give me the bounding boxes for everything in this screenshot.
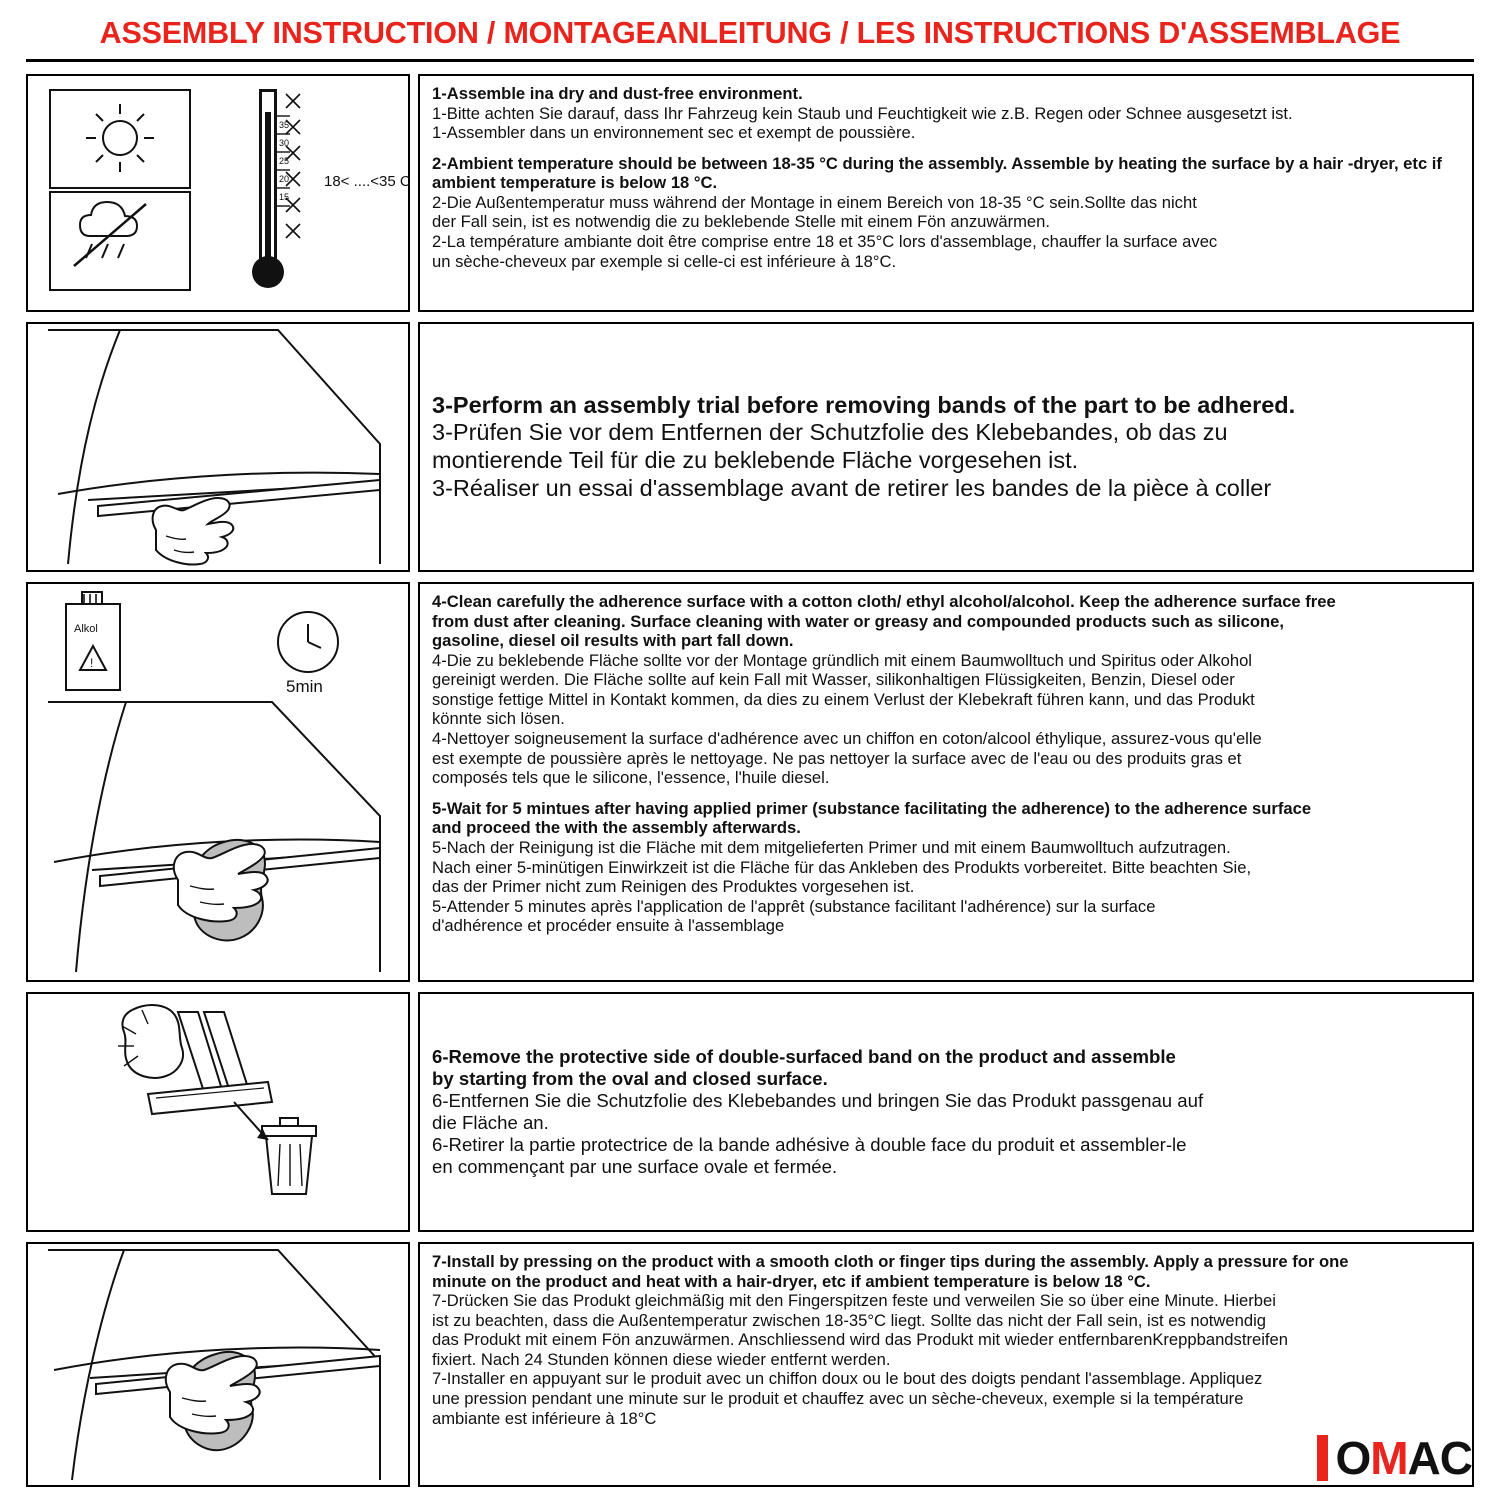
step-5-en-1: 5-Wait for 5 mintues after having applied primer (substance facilitating the adherence) to the adherence surface: [432, 798, 1312, 818]
logo-bar: [1317, 1435, 1328, 1481]
step-5-en-2: and proceed the with the assembly afterwards.: [432, 818, 801, 838]
step-row-6: [26, 992, 1474, 1232]
step-2-en: 2-Ambient temperature should be between 18-35 °C during the assembly. Assemble by heating the surface by a hair -dryer, etc if ambient temperature is below 18 °C.: [432, 153, 1442, 193]
step-text-7: [418, 1242, 1474, 1487]
step-6-en-2: by starting from the oval and closed surface.: [432, 1068, 828, 1090]
step-5-de-2: Nach einer 5-minütigen Einwirkzeit ist die Fläche für das Ankleben des Produkts vorbereitet. Bitte beachten Sie,: [432, 857, 1252, 877]
logo-letter-m: M: [1370, 1432, 1408, 1484]
step-7-en-1: 7-Install by pressing on the product with a smooth cloth or finger tips during the assembly. Apply a pressure for one: [432, 1252, 1349, 1271]
step-1-de: 1-Bitte achten Sie darauf, dass Ihr Fahrzeug kein Staub und Feuchtigkeit wie z.B. Regen oder Schnee ausgesetzt ist.: [432, 103, 1293, 123]
step-row-1: [26, 74, 1474, 312]
step-6-en-1: 6-Remove the protective side of double-surfaced band on the product and assemble: [432, 1046, 1176, 1068]
step-2-fr-2: un sèche-cheveux par exemple si celle-ci est inférieure à 18°C.: [432, 251, 897, 271]
step-2-fr-1: 2-La température ambiante doit être comprise entre 18 et 35°C lors d'assemblage, chauffer la surface avec: [432, 232, 1218, 252]
step-3-fr: 3-Réaliser un essai d'assemblage avant de retirer les bandes de la pièce à coller: [432, 474, 1272, 501]
omac-logo: [1317, 1430, 1472, 1486]
step-3-en: 3-Perform an assembly trial before removing bands of the part to be adhered.: [432, 391, 1296, 418]
step-5-fr-1: 5-Attender 5 minutes après l'application de l'apprêt (substance facilitant l'adhérence) sur la surface: [432, 896, 1156, 916]
svg-text:35: 35: [279, 120, 290, 130]
temperature-range-label: 18< ....<35 C: [324, 173, 411, 190]
svg-text:30: 30: [279, 138, 290, 148]
step-7-de-4: fixiert. Nach 24 Stunden können diese wieder entfernt werden.: [432, 1349, 891, 1369]
step-4-de-4: könnte sich lösen.: [432, 709, 565, 729]
step-5-fr-2: d'adhérence et procéder ensuite à l'assemblage: [432, 916, 785, 936]
step-row-4-5: [26, 582, 1474, 982]
cleaning-drawing: [28, 584, 412, 980]
step-6-fr-1: 6-Retirer la partie protectrice de la bande adhésive à double face du produit et assembler-le: [432, 1133, 1187, 1155]
press-product-drawing: [28, 1244, 412, 1485]
step-5-de-3: das der Primer nicht zum Reinigen des Produktes vorgesehen ist.: [432, 877, 915, 897]
step-6-de-2: die Fläche an.: [432, 1112, 549, 1133]
step-7-de-2: ist zu beachten, dass die Außentemperatur zwischen 18-35°C liegt. Sollte das nicht der Fall sein, ist es notwendig: [432, 1310, 1267, 1330]
svg-text:20: 20: [279, 174, 290, 184]
alcohol-bottle-label: Alkol: [74, 623, 98, 635]
step-7-de-3: das Produkt mit einem Fön anzuwärmen. Anschliessend wird das Produkt mit wieder entfernbarenKreppbandstreifen: [432, 1330, 1288, 1350]
logo-letter-o: O: [1335, 1432, 1371, 1484]
page-title: ASSEMBLY INSTRUCTION / MONTAGEANLEITUNG / LES INSTRUCTIONS D'ASSEMBLAGE: [99, 16, 1401, 50]
step-4-en-1: 4-Clean carefully the adherence surface with a cotton cloth/ ethyl alcohol/alcohol. Keep the adherence surface free: [432, 592, 1336, 611]
step-4-fr-3: composés tels que le silicone, l'essence, l'huile diesel.: [432, 768, 830, 788]
step-6-fr-2: en commençant par une surface ovale et fermée.: [432, 1155, 838, 1177]
step-4-fr-2: est exempte de poussière après le nettoyage. Ne pas nettoyer la surface avec de l'eau ou des produits gras et: [432, 748, 1242, 768]
svg-text:!: !: [90, 656, 94, 670]
step-7-en-2: minute on the product and heat with a hair-dryer, etc if ambient temperature is below 18 °C.: [432, 1271, 1151, 1291]
illustration-press-product: [26, 1242, 410, 1487]
remove-liner-drawing: [28, 994, 412, 1230]
step-text-4-5: [418, 582, 1474, 982]
step-6-de-1: 6-Entfernen Sie die Schutzfolie des Klebebandes und bringen Sie das Produkt passgenau auf: [432, 1090, 1204, 1112]
step-4-de-1: 4-Die zu beklebende Fläche sollte vor der Montage gründlich mit einem Baumwolltuch und Spiritus oder Alkohol: [432, 650, 1252, 670]
step-5-de-1: 5-Nach der Reinigung ist die Fläche mit dem mitgelieferten Primer und mit einem Baumwolltuch aufzutragen.: [432, 837, 1231, 857]
env-temp-drawing: [28, 76, 412, 310]
step-text-3: [418, 322, 1474, 572]
step-4-en-2: from dust after cleaning. Surface cleaning with water or greasy and compounded products such as silicone,: [432, 611, 1285, 631]
step-row-3: [26, 322, 1474, 572]
illustration-cleaning: [26, 582, 410, 982]
step-text-1-2: [418, 74, 1474, 312]
title-divider: [26, 59, 1474, 62]
step-row-7: [26, 1242, 1474, 1487]
svg-text:25: 25: [279, 156, 290, 166]
logo-letters-ac: AC: [1407, 1432, 1472, 1484]
illustration-remove-liner: [26, 992, 410, 1232]
step-7-fr-3: ambiante est inférieure à 18°C: [432, 1408, 657, 1428]
step-4-en-3: gasoline, diesel oil results with part fall down.: [432, 631, 794, 651]
step-4-fr-1: 4-Nettoyer soigneusement la surface d'adhérence avec un chiffon en coton/alcool éthylique, assurez-vous qu'elle: [432, 729, 1262, 749]
svg-text:15: 15: [279, 192, 290, 202]
step-1-en: 1-Assemble ina dry and dust-free environment.: [432, 84, 803, 103]
logo-wordmark: [1335, 1432, 1472, 1484]
step-3-de-2: montierende Teil für die zu beklebende Fläche vorgesehen ist.: [432, 447, 1079, 473]
illustration-trial-fit: [26, 322, 410, 572]
step-7-fr-1: 7-Installer en appuyant sur le produit avec un chiffon doux ou le bout des doigts pendant l'assemblage. Appliquez: [432, 1369, 1263, 1389]
step-2-de-2: der Fall sein, ist es notwendig die zu beklebende Stelle mit einem Fön anzuwärmen.: [432, 212, 1050, 232]
step-2-de-1: 2-Die Außentemperatur muss während der Montage in einem Bereich von 18-35 °C sein.Sollte das nicht: [432, 192, 1197, 212]
step-text-6: [418, 992, 1474, 1232]
step-3-de-1: 3-Prüfen Sie vor dem Entfernen der Schutzfolie des Klebebandes, ob das zu: [432, 419, 1228, 446]
illustration-environment-temperature: [26, 74, 410, 312]
step-1-fr: 1-Assembler dans un environnement sec et exempt de poussière.: [432, 123, 916, 143]
step-7-fr-2: une pression pendant une minute sur le produit et chauffez avec un sèche-cheveux, exemple si la température: [432, 1389, 1244, 1409]
step-4-de-2: gereinigt werden. Die Fläche sollte auf kein Fall mit Wasser, silikonhaltigen Flüssigkeiten, Benzin, Diesel oder: [432, 670, 1235, 690]
timer-label: 5min: [286, 677, 323, 696]
trial-fit-drawing: [28, 324, 412, 570]
step-7-de-1: 7-Drücken Sie das Produkt gleichmäßig mit den Fingerspitzen feste und verweilen Sie so über eine Minute. Hierbei: [432, 1291, 1276, 1311]
step-4-de-3: sonstige fettige Mittel in Kontakt kommen, da dies zu einem Verlust der Klebekraft führen kann, und das Produkt: [432, 689, 1255, 709]
